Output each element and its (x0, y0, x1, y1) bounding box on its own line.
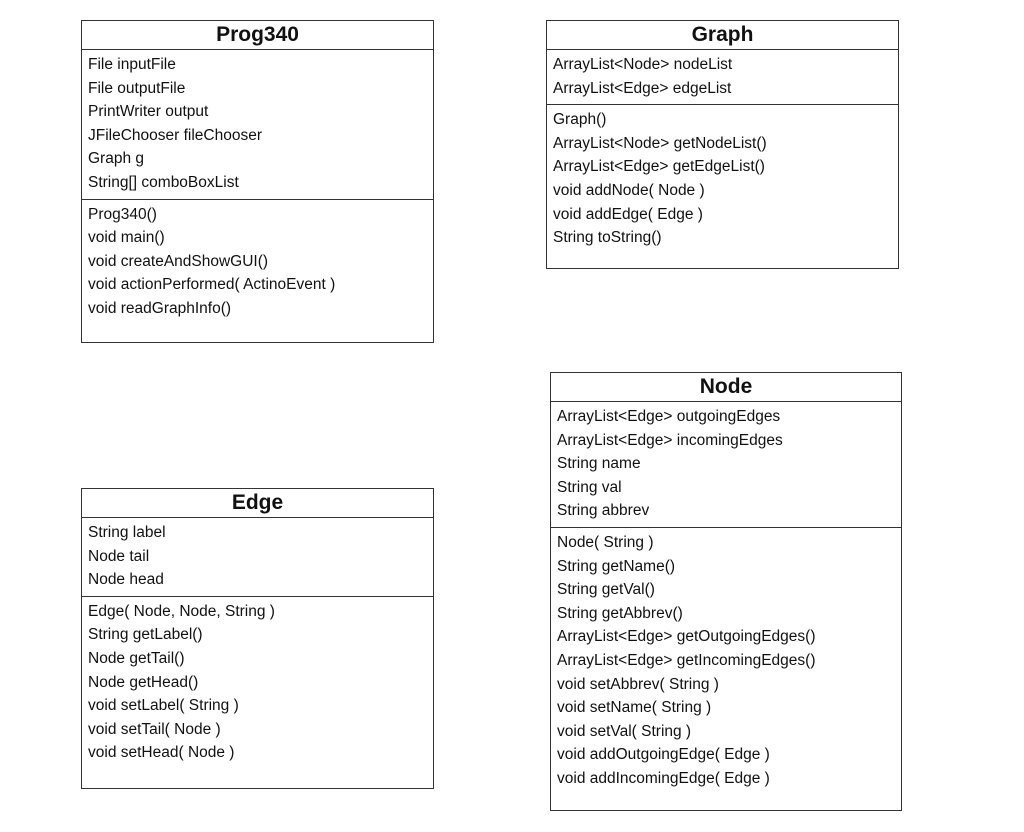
method-line: String toString() (553, 229, 662, 247)
method-line: void setName( String ) (557, 699, 712, 717)
attributes-section-graph (547, 50, 898, 105)
method-line: void setVal( String ) (557, 722, 692, 740)
method-line: ArrayList<Edge> getEdgeList() (553, 158, 765, 176)
attribute-line: JFileChooser fileChooser (88, 126, 263, 144)
method-line: ArrayList<Node> getNodeList() (553, 134, 767, 152)
method-line: void actionPerformed( ActinoEvent ) (88, 276, 336, 294)
attribute-line: ArrayList<Edge> outgoingEdges (557, 408, 781, 425)
method-line: Graph() (553, 111, 607, 129)
class-box-node (550, 372, 902, 811)
class-box-graph (546, 20, 899, 269)
attribute-line: File outputFile (88, 79, 186, 97)
methods-section-edge (82, 597, 433, 769)
attribute-line: Node tail (88, 547, 150, 565)
class-name-prog340: Prog340 (82, 21, 433, 50)
method-line: ArrayList<Edge> getOutgoingEdges() (557, 628, 816, 646)
attribute-line: String name (557, 455, 641, 473)
attribute-line: String abbrev (557, 502, 650, 520)
attribute-line: String label (88, 524, 166, 541)
method-line: Prog340() (88, 205, 157, 223)
method-line: String getName() (557, 557, 676, 575)
method-line: void addEdge( Edge ) (553, 205, 703, 223)
attribute-line: ArrayList<Edge> edgeList (553, 79, 732, 97)
attribute-line: PrintWriter output (88, 103, 209, 121)
class-box-edge (81, 488, 434, 789)
method-line: void setLabel( String ) (88, 697, 239, 715)
attribute-line: File inputFile (88, 56, 176, 73)
method-line: Node( String ) (557, 533, 654, 551)
method-line: void main() (88, 229, 165, 247)
method-line: Node getHead() (88, 673, 199, 691)
attributes-section-node (551, 402, 901, 528)
method-line: String getVal() (557, 581, 655, 599)
methods-section-prog340 (82, 200, 433, 325)
class-name-node: Node (551, 373, 901, 402)
attributes-section-prog340 (82, 50, 433, 200)
method-line: void addIncomingEdge( Edge ) (557, 769, 770, 787)
method-line: String getLabel() (88, 626, 203, 644)
class-name-graph: Graph (547, 21, 898, 50)
attribute-line: Graph g (88, 150, 145, 168)
method-line: String getAbbrev() (557, 604, 683, 622)
method-line: Node getTail() (88, 649, 185, 667)
attribute-line: String val (557, 478, 622, 496)
method-line: void setTail( Node ) (88, 720, 221, 738)
attribute-line: ArrayList<Node> nodeList (553, 56, 733, 73)
method-line: void addOutgoingEdge( Edge ) (557, 746, 770, 764)
attribute-line: ArrayList<Edge> incomingEdges (557, 431, 783, 449)
method-line: Edge( Node, Node, String ) (88, 602, 275, 620)
method-line: ArrayList<Edge> getIncomingEdges() (557, 651, 816, 669)
method-line: void readGraphInfo() (88, 299, 232, 317)
method-line: void setHead( Node ) (88, 744, 235, 762)
methods-section-graph (547, 105, 898, 254)
class-name-edge: Edge (82, 489, 433, 518)
methods-section-node (551, 528, 901, 795)
class-box-prog340 (81, 20, 434, 343)
attribute-line: String[] comboBoxList (88, 173, 239, 191)
method-line: void setAbbrev( String ) (557, 675, 719, 693)
method-line: void createAndShowGUI() (88, 252, 269, 270)
attribute-line: Node head (88, 571, 164, 589)
method-line: void addNode( Node ) (553, 181, 705, 199)
attributes-section-edge (82, 518, 433, 597)
